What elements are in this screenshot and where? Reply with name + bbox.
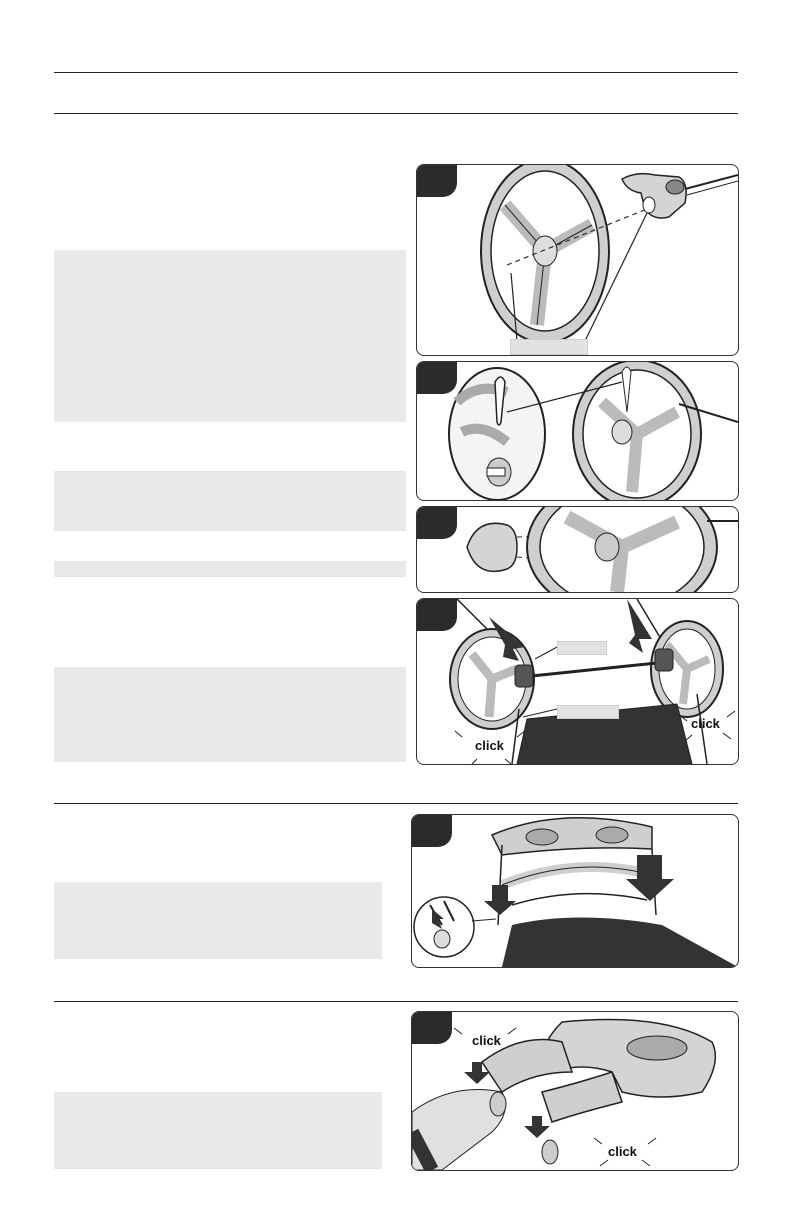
figure-bumper-bar (411, 814, 739, 968)
figure-rear-axle-attach (416, 598, 739, 765)
wheel-attach-illustration (417, 165, 738, 355)
click-label: click (691, 716, 720, 731)
callout-label-box (510, 339, 588, 355)
parent-tray-illustration (412, 1012, 738, 1170)
click-label: click (472, 1033, 501, 1048)
shaded-note-box-1 (54, 250, 406, 422)
step-badge (416, 506, 457, 539)
wheel-clip-illustration (417, 362, 738, 500)
click-label: click (475, 738, 504, 753)
shaded-note-box-5 (54, 1092, 382, 1169)
hubcap-illustration (417, 507, 738, 592)
bumper-bar-illustration (412, 815, 738, 967)
shaded-note-box-4 (54, 882, 382, 959)
header-rule-bottom (54, 113, 738, 114)
figure-hubcap (416, 506, 739, 593)
rear-axle-illustration (417, 599, 738, 764)
section-rule-3 (54, 1001, 738, 1002)
click-label: click (608, 1144, 637, 1159)
step-badge (416, 361, 457, 394)
step-badge (411, 814, 452, 847)
shaded-note-box-3 (54, 667, 406, 762)
callout-label-box (557, 705, 619, 719)
figure-wheel-clip (416, 361, 739, 501)
section-rule-2 (54, 803, 738, 804)
header-rule-top (54, 72, 738, 73)
figure-parent-tray (411, 1011, 739, 1171)
step-badge (416, 598, 457, 631)
step-badge (416, 164, 457, 197)
shaded-note-box-2 (54, 471, 406, 531)
step-badge (411, 1011, 452, 1044)
figure-wheel-attach (416, 164, 739, 356)
callout-label-box (557, 641, 607, 655)
shaded-note-strip (54, 561, 406, 577)
